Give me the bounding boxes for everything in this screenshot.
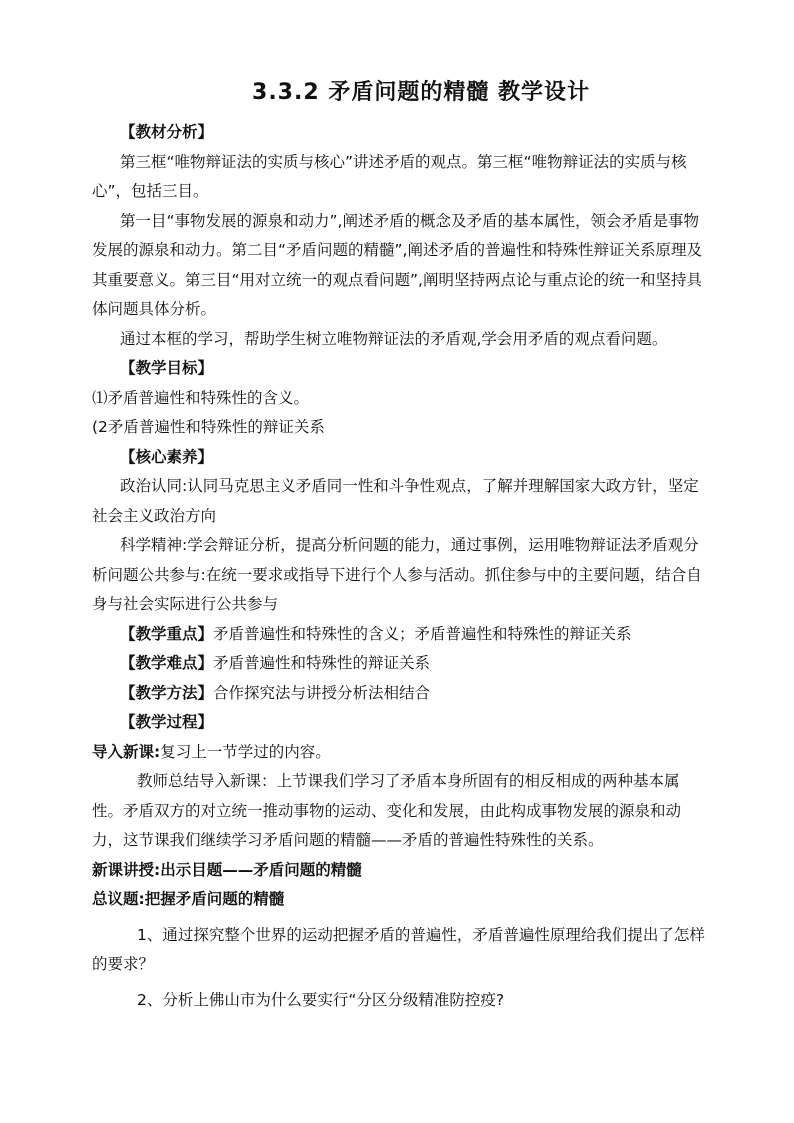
key-point-text: 矛盾普遍性和特殊性的含义；矛盾普遍性和特殊性的辩证关系 — [213, 624, 632, 643]
teacher-summary-paragraph: 教师总结导入新课：上节课我们学习了矛盾本身所固有的相反相成的两种基本属性。矛盾双方的对立统一推动事物的运动、变化和发展，由此构成事物发展的源泉和动力，这节课我们继续学习矛盾问题的精髓——矛盾的普遍性特殊性的关系。 — [92, 772, 682, 849]
new-lesson-label: 新课讲授: — [92, 860, 161, 879]
section-heading-core-literacy: 【核心素养】 — [120, 447, 214, 466]
method-line — [92, 679, 710, 709]
difficulty-line — [92, 649, 710, 679]
section-heading-teaching-process: 【教学过程】 — [120, 713, 214, 731]
page-title: 3.3.2 矛盾问题的精髓 教学设计 — [252, 80, 590, 105]
difficulty-label: 【教学难点】 — [120, 654, 214, 672]
paragraph-three-items: 第一目“事物发展的源泉和动力”,阐述矛盾的概念及矛盾的基本属性，领会矛盾是事物发展的源泉和动力。第二目“矛盾问题的精髓”,阐述矛盾的普遍性和特殊性辩证关系原理及其重要意义。第三目“用对立统一的观点看问题”,阐明坚持两点论与重点论的统一和坚持具体问题具体分析。 — [92, 211, 702, 318]
teaching-goal-item: ⑴矛盾普遍性和特殊性的含义。 — [92, 388, 310, 407]
intro-text: 复习上一节学过的内容。 — [160, 742, 331, 761]
discussion-question: 1、通过探究整个世界的运动把握矛盾的普遍性，矛盾普遍性原理给我们提出了怎样的要求？ — [92, 925, 705, 973]
method-label: 【教学方法】 — [120, 683, 214, 702]
document-body — [92, 118, 710, 1015]
intro-line — [92, 738, 710, 768]
literacy-political-identity: 政治认同:认同马克思主义矛盾同一性和斗争性观点，了解并理解国家大政方针，坚定社会主义政治方向 — [92, 477, 699, 525]
new-lesson-line — [92, 856, 710, 886]
teaching-goal-item: (2矛盾普遍性和特殊性的辩证关系 — [92, 418, 325, 436]
method-text: 合作探究法与讲授分析法相结合 — [213, 683, 431, 702]
paragraph-learning-purpose: 通过本框的学习，帮助学生树立唯物辩证法的矛盾观,学会用矛盾的观点看问题。 — [120, 329, 668, 348]
section-heading-teaching-goals: 【教学目标】 — [120, 359, 214, 377]
discussion-question: 2、分析上佛山市为什么要实行“分区分级精准防控疫? — [137, 990, 505, 1009]
key-point-line — [92, 620, 710, 650]
topic-text: 把握矛盾问题的精髓 — [144, 890, 285, 908]
paragraph-framework-intro: 第三框“唯物辩证法的实质与核心”讲述矛盾的观点。第三框“唯物辩证法的实质与核心”，包括三目。 — [92, 152, 687, 200]
new-lesson-text: 出示目题——矛盾问题的精髓 — [160, 860, 362, 879]
literacy-scientific-spirit: 科学精神:学会辩证分析，提高分析问题的能力，通过事例，运用唯物辩证法矛盾观分析问题公共参与:在统一要求或指导下进行个人参与活动。抓住参与中的主要问题，结合自身与社会实际进行公共参与 — [92, 536, 702, 613]
intro-label: 导入新课: — [92, 742, 161, 761]
topic-line — [92, 885, 710, 915]
section-heading-textbook-analysis: 【教材分析】 — [120, 123, 214, 141]
difficulty-text: 矛盾普遍性和特殊性的辩证关系 — [213, 654, 431, 672]
key-point-label: 【教学重点】 — [120, 624, 214, 643]
topic-label: 总议题: — [92, 890, 145, 908]
